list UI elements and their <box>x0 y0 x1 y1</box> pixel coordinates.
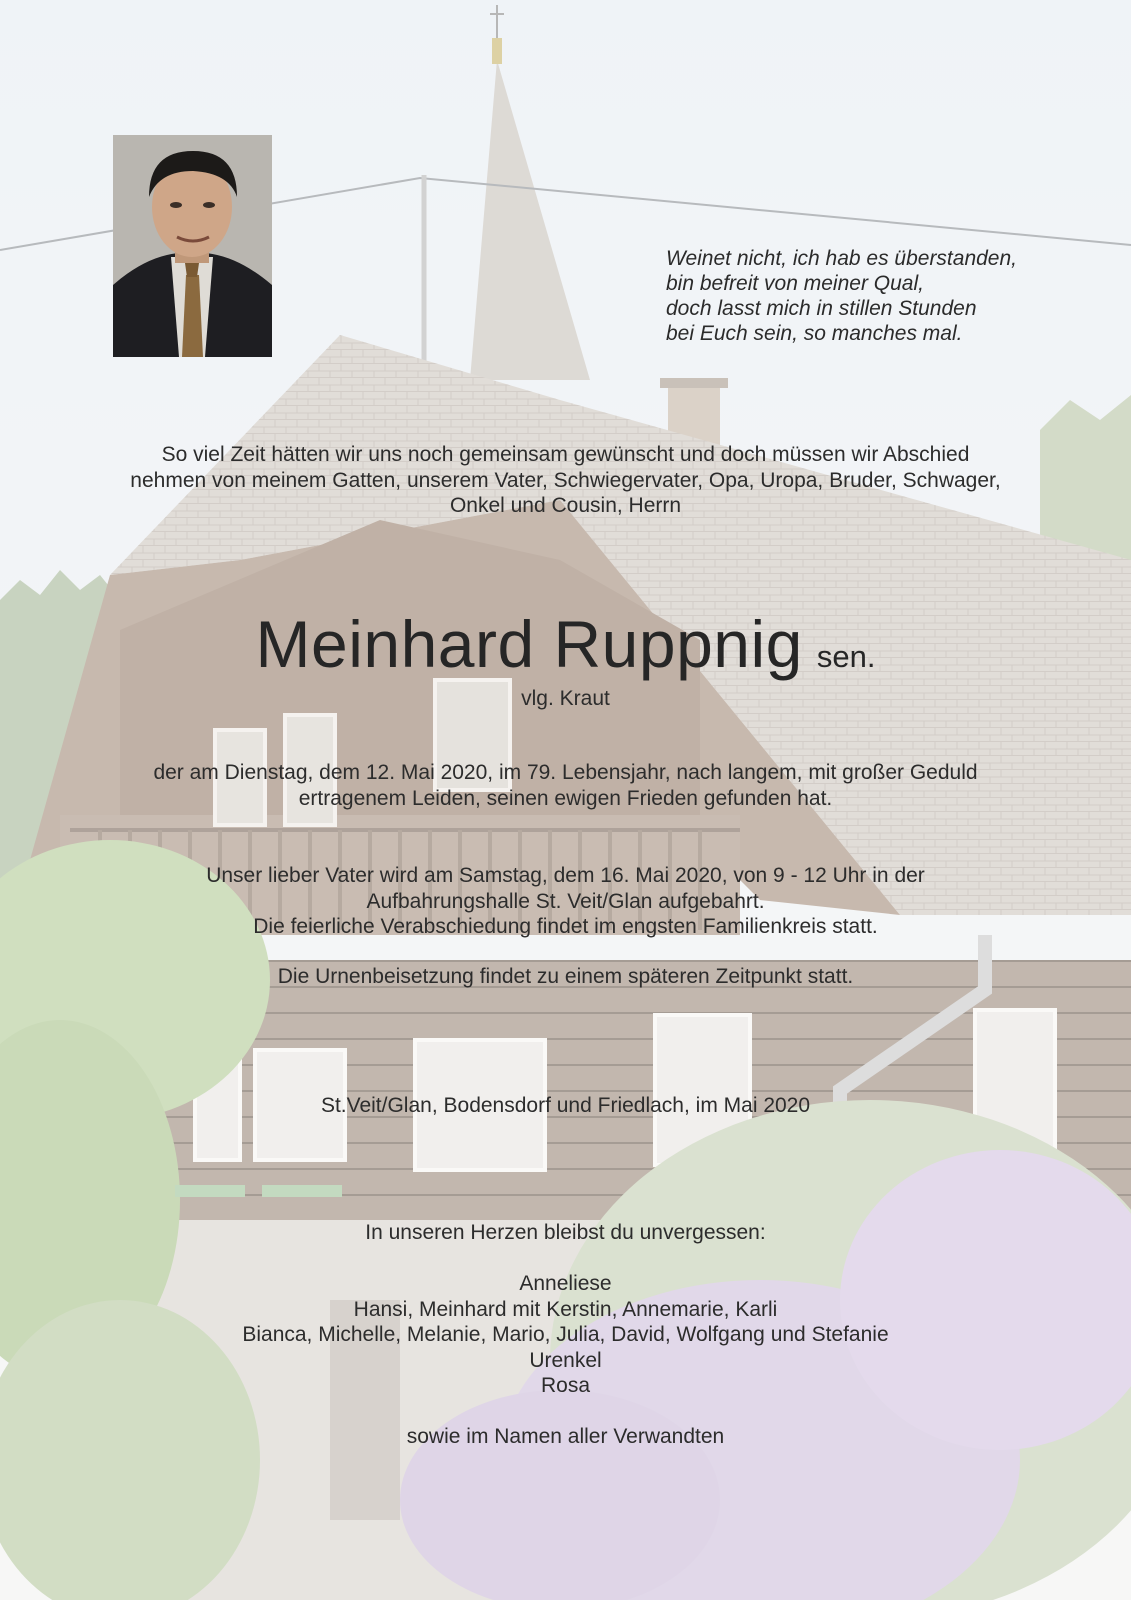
burial-notice: Die Urnenbeisetzung findet zu einem späteren Zeitpunkt statt. <box>277 965 854 988</box>
deceased-name-row <box>0 604 1131 684</box>
poem <box>666 246 1086 346</box>
place-date: St.Veit/Glan, Bodensdorf und Friedlach, im Mai 2020 <box>320 1094 811 1117</box>
intro-line: nehmen von meinem Gatten, unserem Vater, Schwiegervater, Opa, Uropa, Bruder, Schwager, <box>130 468 1001 492</box>
poem-line: bei Euch sein, so manches mal. <box>666 322 963 345</box>
viewing-line: Die feierliche Verabschiedung findet im engsten Familienkreis statt. <box>253 915 878 938</box>
mourners-heading: In unseren Herzen bleibst du unvergessen: <box>365 1221 766 1244</box>
viewing-paragraph <box>0 863 1131 940</box>
mourner-line: Bianca, Michelle, Melanie, Mario, Julia, David, Wolfgang und Stefanie <box>242 1323 889 1346</box>
poem-line: doch lasst mich in stillen Stunden <box>666 297 977 320</box>
intro-line: Onkel und Cousin, Herrn <box>449 494 682 517</box>
death-line: der am Dienstag, dem 12. Mai 2020, im 79. Lebensjahr, nach langem, mit großer Geduld <box>153 761 978 784</box>
mourner-line: Rosa <box>540 1374 591 1397</box>
death-line: ertragenem Leiden, seinen ewigen Frieden gefunden hat. <box>298 786 833 810</box>
mourners-list <box>0 1271 1131 1399</box>
viewing-line: Aufbahrungshalle St. Veit/Glan aufgebahrt. <box>366 889 765 913</box>
viewing-line: Unser lieber Vater wird am Samstag, dem 16. Mai 2020, von 9 - 12 Uhr in der <box>206 864 925 887</box>
intro-line: So viel Zeit hätten wir uns noch gemeinsam gewünscht und doch müssen wir Abschied <box>161 443 970 466</box>
mourner-line: Hansi, Meinhard mit Kerstin, Annemarie, Karli <box>353 1297 778 1321</box>
intro-paragraph <box>0 442 1131 519</box>
portrait-photo <box>113 135 272 357</box>
portrait-image <box>113 135 272 357</box>
mourner-line: Urenkel <box>529 1348 602 1372</box>
deceased-alias: vlg. Kraut <box>521 687 610 710</box>
mourner-line: Anneliese <box>519 1272 612 1295</box>
deceased-name: Meinhard Ruppnig <box>255 607 803 681</box>
poem-line: Weinet nicht, ich hab es überstanden, <box>666 247 1018 270</box>
deceased-suffix: sen. <box>816 639 876 674</box>
mourners-closing: sowie im Namen aller Verwandten <box>406 1425 725 1448</box>
poem-line: bin befreit von meiner Qual, <box>666 272 924 295</box>
death-paragraph <box>0 760 1131 811</box>
